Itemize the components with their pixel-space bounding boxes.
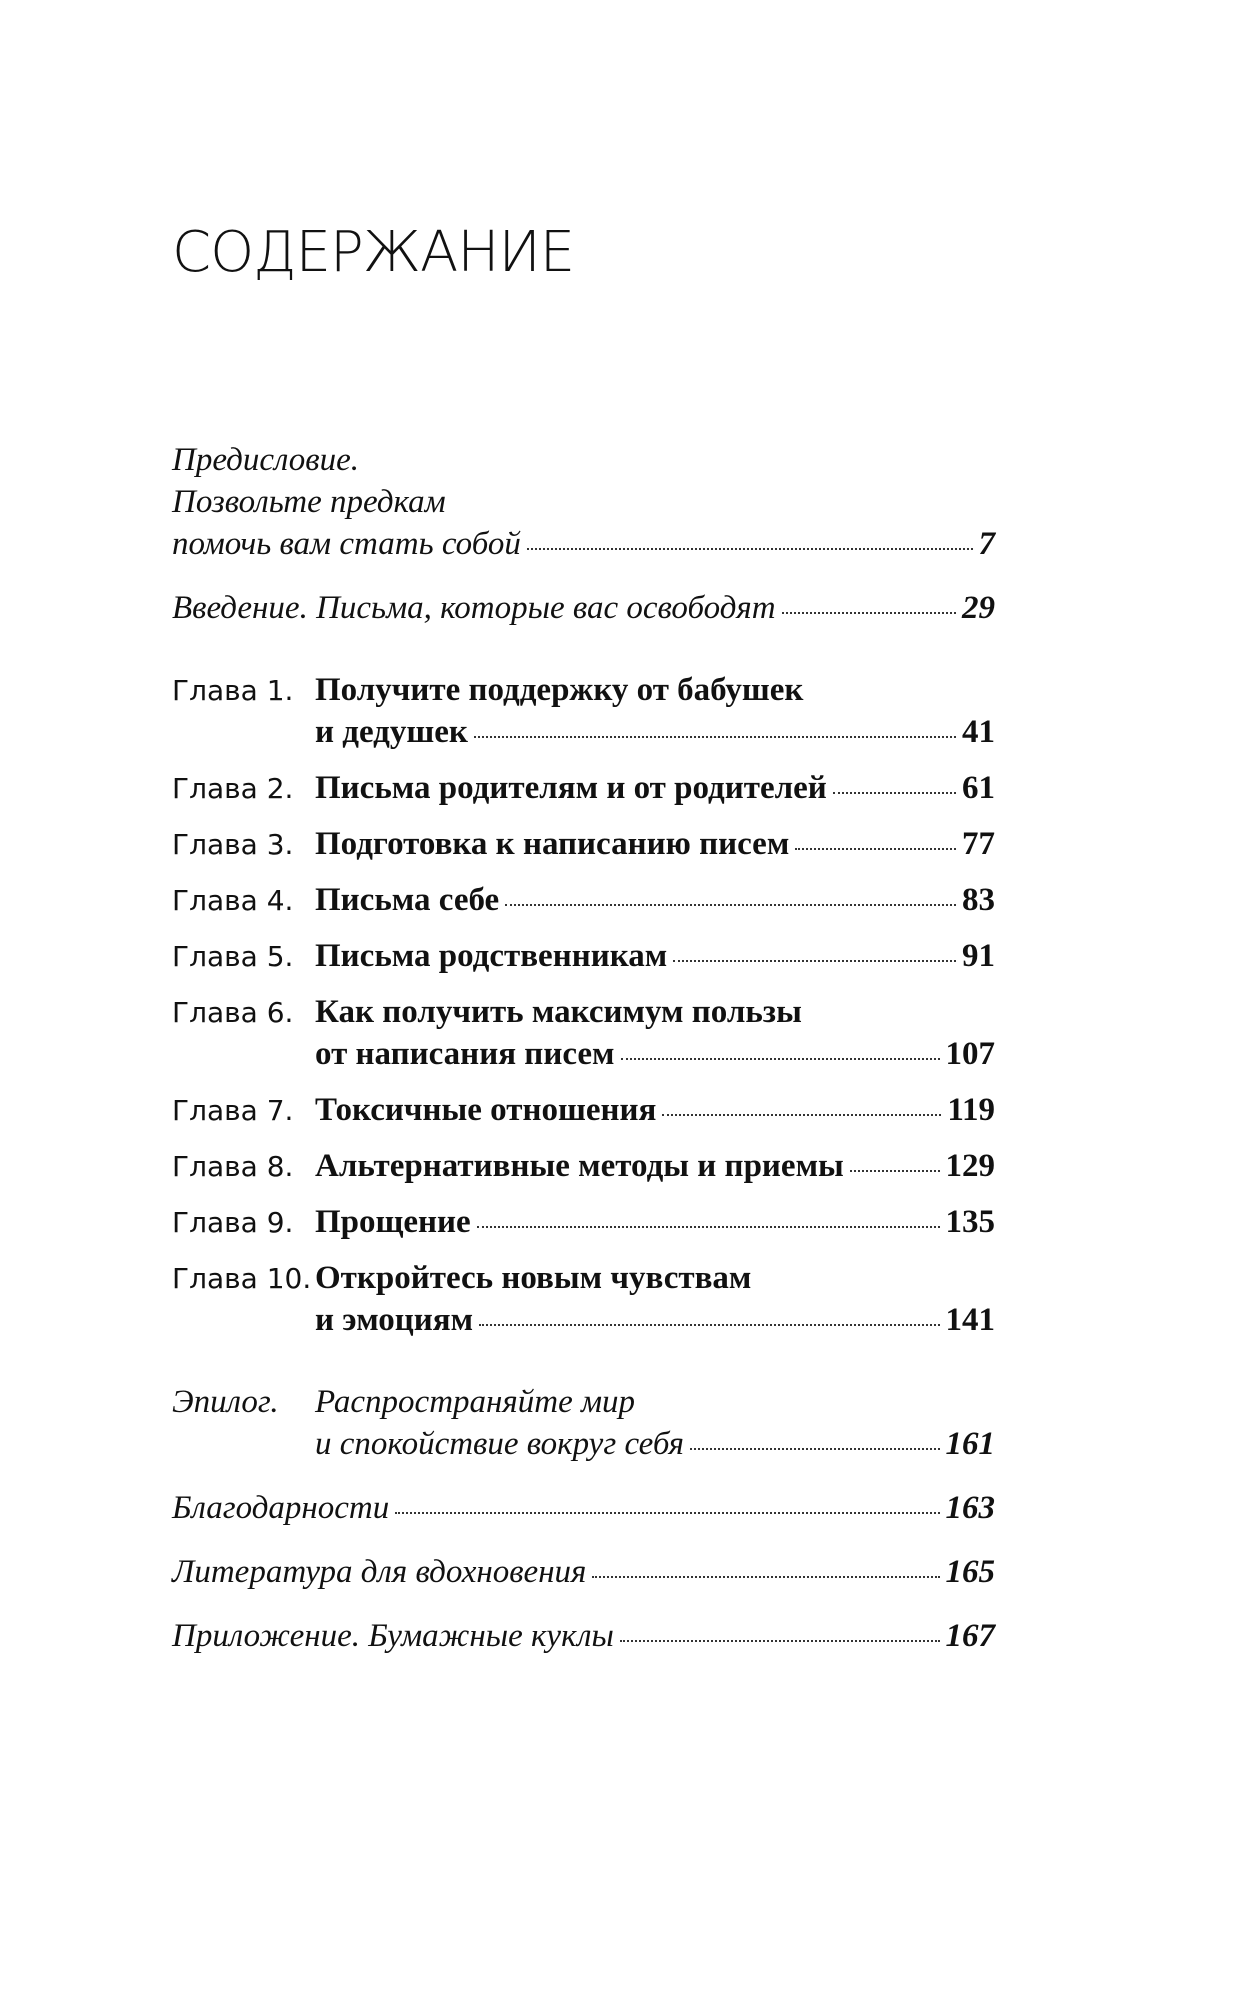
chapter-title-line-2: и эмоциям — [315, 1302, 474, 1338]
dot-leader — [592, 1573, 939, 1578]
dot-leader — [395, 1509, 939, 1514]
chapter-label: Глава 5. — [172, 940, 294, 973]
chapter-title-line-1: Получите поддержку от бабушек — [315, 672, 804, 708]
toc-entry-chapter-7[interactable] — [172, 1092, 995, 1134]
dot-leader — [527, 545, 973, 550]
page-number: 61 — [962, 770, 995, 806]
chapter-title-line-1: Как получить максимум пользы — [315, 994, 802, 1030]
chapter-title: Письма родителям и от родителей — [315, 770, 827, 806]
chapter-title: Прощение — [315, 1204, 471, 1240]
preface-line-1: Предисловие. — [172, 442, 360, 478]
dot-leader — [662, 1111, 941, 1116]
toc-entry-acknowledgements[interactable] — [172, 1490, 995, 1532]
chapter-label: Глава 1. — [172, 674, 294, 707]
page-number: 129 — [945, 1148, 995, 1184]
dot-leader — [621, 1055, 940, 1060]
dot-leader — [833, 789, 956, 794]
chapter-label: Глава 8. — [172, 1150, 294, 1183]
page-number: 29 — [962, 590, 995, 626]
dot-leader — [850, 1167, 940, 1172]
toc-entry-chapter-10[interactable] — [172, 1260, 995, 1344]
page-number: 91 — [962, 938, 995, 974]
page-number: 141 — [945, 1302, 995, 1338]
dot-leader — [479, 1321, 939, 1326]
entry-title: Благодарности — [172, 1490, 390, 1526]
epilogue-label: Эпилог. — [172, 1384, 279, 1420]
page-number: 163 — [945, 1490, 995, 1526]
page-number: 135 — [945, 1204, 995, 1240]
entry-title: Введение. Письма, которые вас освободят — [172, 590, 776, 626]
toc-entry-chapter-6[interactable] — [172, 994, 995, 1078]
page-number: 77 — [962, 826, 995, 862]
page-number: 41 — [962, 714, 995, 750]
dot-leader — [673, 957, 956, 962]
toc-entry-chapter-8[interactable] — [172, 1148, 995, 1190]
epilogue-title-line-2: и спокойствие вокруг себя — [315, 1426, 684, 1462]
page-number: 107 — [945, 1036, 995, 1072]
toc-entry-introduction[interactable] — [172, 590, 995, 632]
chapter-label: Глава 10. — [172, 1262, 312, 1295]
chapter-label: Глава 9. — [172, 1206, 294, 1239]
chapter-label: Глава 4. — [172, 884, 294, 917]
dot-leader — [505, 901, 956, 906]
table-of-contents — [172, 442, 995, 1682]
toc-entry-chapter-3[interactable] — [172, 826, 995, 868]
page-number: 119 — [947, 1092, 995, 1128]
chapter-label: Глава 3. — [172, 828, 294, 861]
dot-leader — [690, 1445, 940, 1450]
entry-title: Литература для вдохновения — [172, 1554, 587, 1590]
toc-entry-chapter-1[interactable] — [172, 672, 995, 756]
page-number: 165 — [945, 1554, 995, 1590]
toc-entry-literature[interactable] — [172, 1554, 995, 1596]
chapter-label: Глава 6. — [172, 996, 294, 1029]
page-title: СОДЕРЖАНИЕ — [172, 220, 575, 285]
chapter-title: Подготовка к написанию писем — [315, 826, 790, 862]
dot-leader — [620, 1637, 940, 1642]
dot-leader — [795, 845, 956, 850]
chapter-title: Письма себе — [315, 882, 500, 918]
chapter-title-line-2: и дедушек — [315, 714, 468, 750]
chapter-title: Письма родственникам — [315, 938, 668, 974]
preface-line-3: помочь вам стать собой — [172, 526, 521, 562]
dot-leader — [477, 1223, 940, 1228]
toc-entry-appendix[interactable] — [172, 1618, 995, 1660]
page-number: 83 — [962, 882, 995, 918]
chapter-label: Глава 7. — [172, 1094, 294, 1127]
page-number: 167 — [945, 1618, 995, 1654]
dot-leader — [474, 733, 956, 738]
page-number: 161 — [945, 1426, 995, 1462]
chapter-title: Токсичные отношения — [315, 1092, 657, 1128]
toc-entry-preface[interactable] — [172, 442, 995, 568]
toc-entry-chapter-9[interactable] — [172, 1204, 995, 1246]
epilogue-title-line-1: Распространяйте мир — [315, 1384, 636, 1420]
chapter-title-line-1: Откройтесь новым чувствам — [315, 1260, 752, 1296]
dot-leader — [782, 609, 956, 614]
toc-entry-chapter-5[interactable] — [172, 938, 995, 980]
chapter-title: Альтернативные методы и приемы — [315, 1148, 844, 1184]
chapter-label: Глава 2. — [172, 772, 294, 805]
toc-entry-chapter-4[interactable] — [172, 882, 995, 924]
toc-entry-epilogue[interactable] — [172, 1384, 995, 1468]
page-number: 7 — [978, 526, 995, 562]
entry-title: Приложение. Бумажные куклы — [172, 1618, 614, 1654]
toc-entry-chapter-2[interactable] — [172, 770, 995, 812]
preface-line-2: Позвольте предкам — [172, 484, 446, 520]
chapter-title-line-2: от написания писем — [315, 1036, 615, 1072]
